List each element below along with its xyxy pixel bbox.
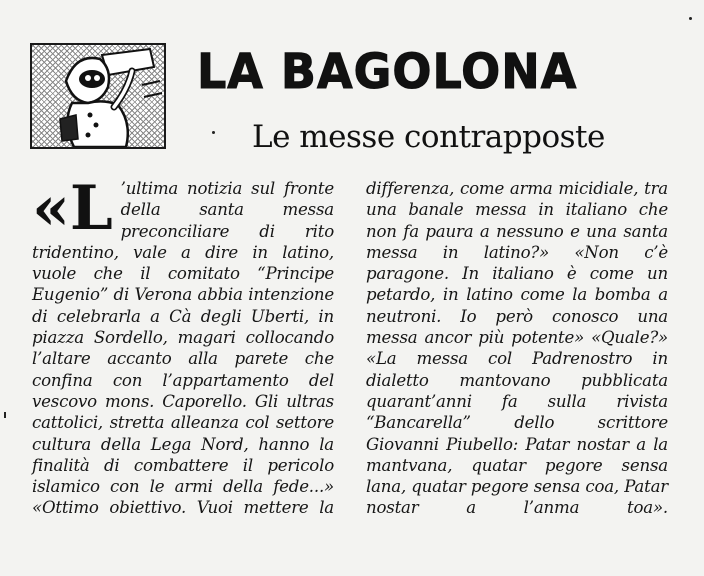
article-column-left xyxy=(32,173,334,519)
article-subtitle: Le messe contrapposte xyxy=(252,119,605,155)
scan-speck xyxy=(212,131,215,134)
page-title: LA BAGOLONA xyxy=(197,43,578,100)
article-text-left: ’ultima notizia sul fronte della santa messa preconciliare di rito tridentino, vale a dire in latino, vuole che il comitato “Principe Eugenio” di Verona abbia intenzione di celebrarla a Cà degli Uberti, in piazza Sordello, magari collocando l’altare accanto alla parete che confina con l’appartamento del vescovo mons. Caporello. Gli ultras cattolici, stretta alleanza col settore cultura della Lega Nord, hanno la finalità di combattere il pericolo islamico con le armi della fede...» «Ottimo obiettivo. Vuoi mettere la xyxy=(32,179,334,518)
article-text-right: differenza, come arma micidiale, tra una banale messa in italiano che non fa paura a nessuno e una santa messa in latino?» «Non c’è paragone. In italiano è come un petardo, in latino come la bomba a neutroni. Io però conosco una messa ancor più potente» «Quale?» «La messa col Padrenostro in dialetto mantovano pubblicata quarant’anni fa sulla rivista “Bancarella” dello scrittore Giovanni Piubello: Patar nostar a la mantvana, quatar pegore sensa lana, quatar pegore sensa coa, Patar nostar a l’anma toa». xyxy=(366,179,668,518)
drop-cap: «L xyxy=(32,173,113,244)
article-column-right xyxy=(366,178,668,519)
scan-speck xyxy=(4,412,6,418)
masked-figure-cartoon-icon xyxy=(30,43,166,149)
scan-speck xyxy=(689,17,692,20)
